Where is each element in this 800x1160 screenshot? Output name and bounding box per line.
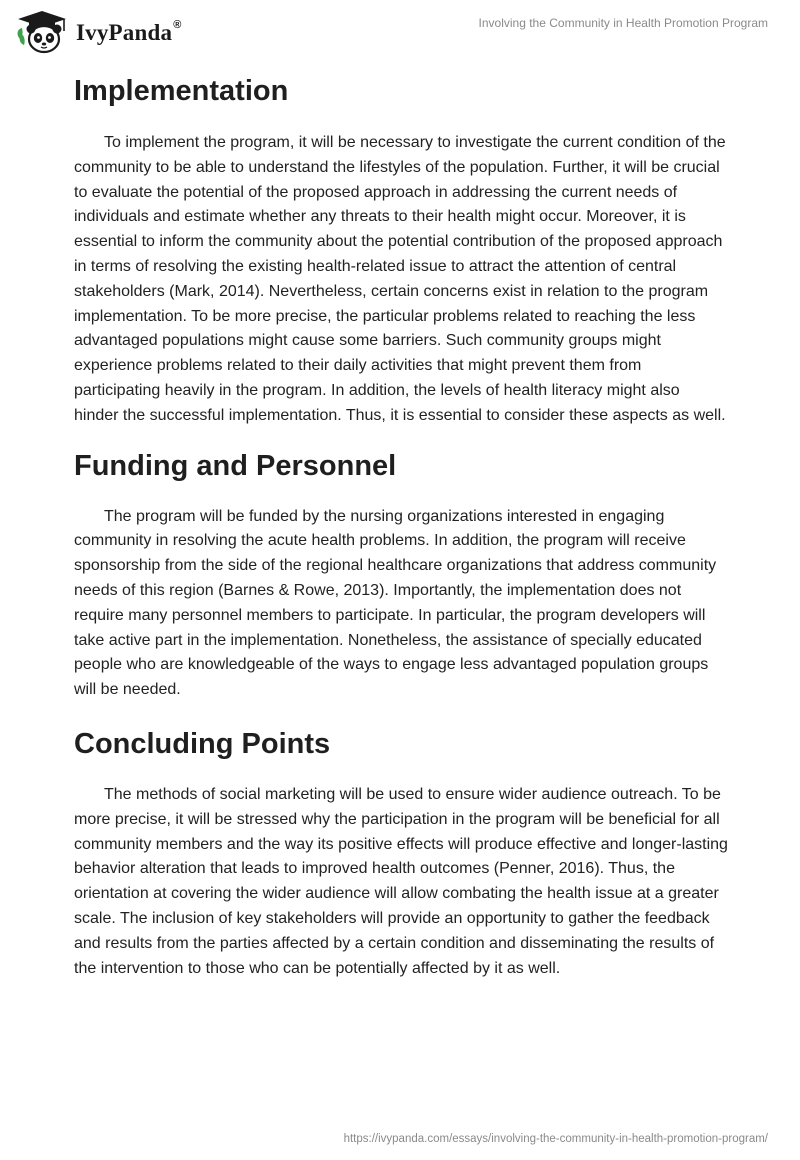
section-heading: Implementation <box>74 75 289 107</box>
brand-logo[interactable] <box>14 8 182 56</box>
section-funding-personnel <box>74 447 728 703</box>
section-heading: Concluding Points <box>74 727 331 760</box>
essay-content <box>74 72 728 981</box>
page-header <box>0 0 800 60</box>
section-heading: Funding and Personnel <box>74 449 397 482</box>
section-implementation <box>74 72 728 429</box>
source-url[interactable]: https://ivypanda.com/essays/involving-the-community-in-health-promotion-program/ <box>343 1133 768 1145</box>
section-paragraph: To implement the program, it will be necessary to investigate the current condition of the community to be able to understand the lifestyles of the population. Further, it will be crucial to evaluate the potential of the proposed approach in addressing the current needs of individuals and estimate whether any threats to their health might occur. Moreover, it is essential to inform the community about the potential contribution of the proposed approach in terms of resolving the existing health-related issue to attract the attention of central stakeholders (Mark, 2014). Nevertheless, certain concerns exist in relation to the program implementation. To be more precise, the particular problems related to reaching the less advantaged populations might cause some barriers. Such community groups might experience problems related to their daily activities that might prevent them from participating heavily in the program. In addition, the levels of health literacy might also hinder the successful implementation. Thus, it is essential to consider these aspects as well. <box>74 134 726 424</box>
section-paragraph: The methods of social marketing will be used to ensure wider audience outreach. To be more precise, it will be stressed why the participation in the program will be beneficial for all community members and the way its positive effects will produce effective and longer-lasting behavior alteration that leads to improved health outcomes (Penner, 2016). Thus, the orientation at covering the wider audience will allow combating the health issue at a greater scale. The inclusion of key stakeholders will provide an opportunity to gather the feedback and results from the parties affected by a certain condition and disseminating the results of the intervention to those who can be potentially affected by it as well. <box>74 785 728 977</box>
registered-mark: ® <box>173 19 182 32</box>
document-title: Involving the Community in Health Promotion Program <box>478 16 768 30</box>
section-concluding-points <box>74 725 728 981</box>
brand-name: IvyPanda® <box>76 19 182 45</box>
panda-graduate-icon <box>14 9 70 55</box>
section-paragraph: The program will be funded by the nursing organizations interested in engaging community in resolving the acute health problems. In addition, the program will receive sponsorship from the side of the regional healthcare organizations that address community needs of this region (Barnes & Rowe, 2013). Importantly, the implementation does not require many personnel members to participate. In particular, the program developers will take active part in the implementation. Nonetheless, the assistance of specially educated people who are knowledgeable of the ways to engage less advantaged population groups will be needed. <box>74 507 717 699</box>
